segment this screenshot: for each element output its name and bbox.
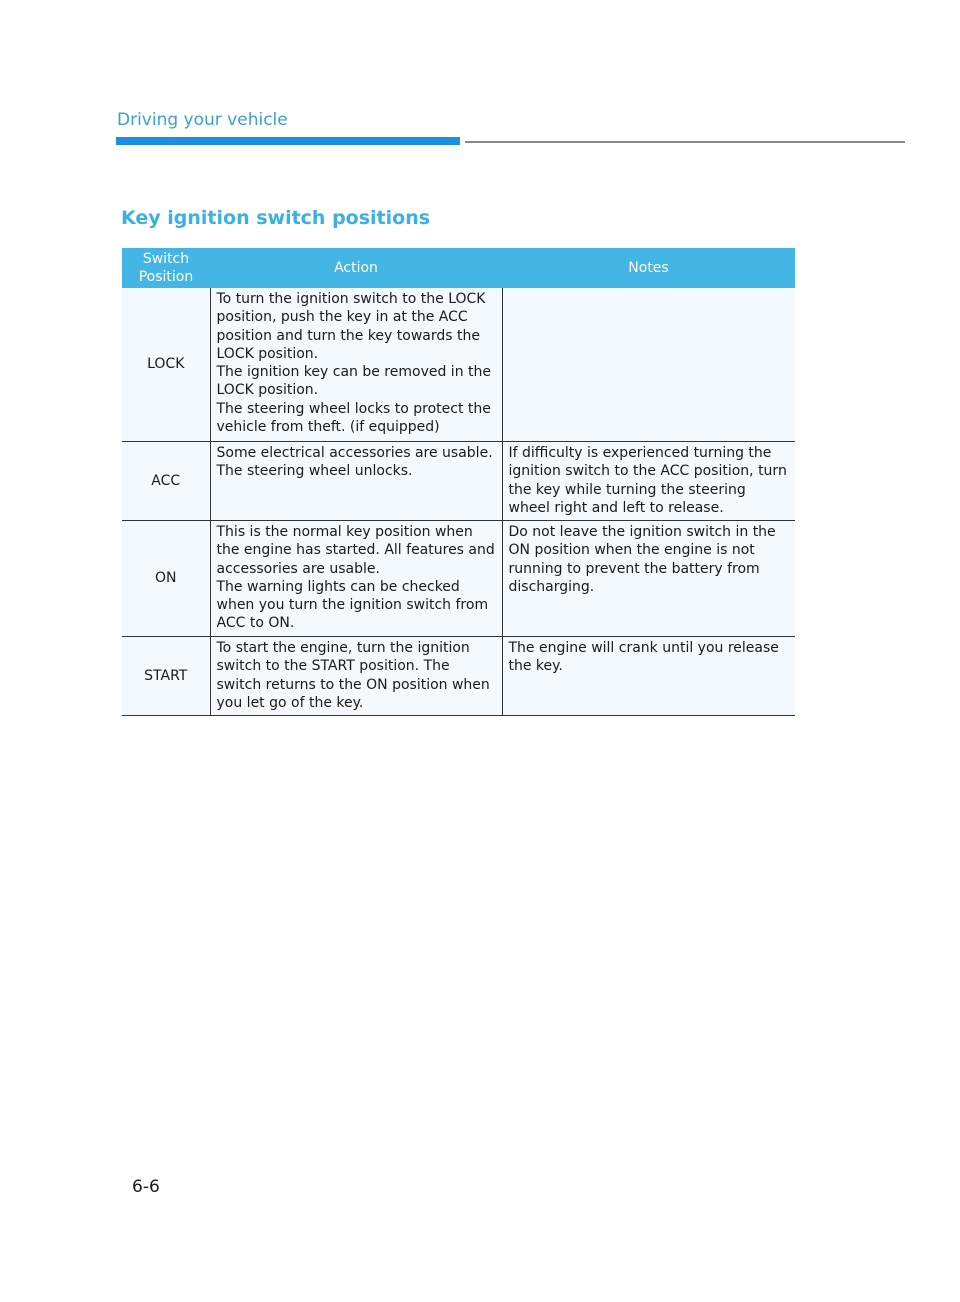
table-row-lock [122,288,795,442]
position-cell: ACC [122,442,210,521]
table-header-row [122,248,795,288]
action-cell: Some electrical accessories are usable. The steering wheel unlocks. [210,442,502,521]
table-row-start [122,637,795,716]
section-title: Driving your vehicle [117,110,288,130]
table-row-acc [122,442,795,521]
table-row-on [122,521,795,637]
column-header-notes: Notes [502,248,795,288]
column-header-switch-position: Switch Position [122,248,210,288]
notes-cell [502,288,795,442]
notes-cell: Do not leave the ignition switch in the ON position when the engine is not running to prevent the battery from discharging. [502,521,795,637]
action-cell: To turn the ignition switch to the LOCK position, push the key in at the ACC position and turn the key towards the LOCK position. The ignition key can be removed in the LOCK position. The steering wheel locks to protect the vehicle from theft. (if equipped) [210,288,502,442]
notes-cell: The engine will crank until you release the key. [502,637,795,716]
page-number: 6-6 [132,1177,160,1197]
header-divider [465,141,905,143]
header-accent-bar [116,137,460,145]
notes-cell: If difficulty is experienced turning the ignition switch to the ACC position, turn the key while turning the steering wheel right and left to release. [502,442,795,521]
position-cell: START [122,637,210,716]
column-header-action: Action [210,248,502,288]
ignition-positions-table [122,248,795,716]
position-cell: LOCK [122,288,210,442]
page-heading: Key ignition switch positions [121,207,431,229]
action-cell: This is the normal key position when the engine has started. All features and accessories are usable. The warning lights can be checked when you turn the ignition switch from ACC to ON. [210,521,502,637]
position-cell: ON [122,521,210,637]
action-cell: To start the engine, turn the ignition switch to the START position. The switch returns to the ON position when you let go of the key. [210,637,502,716]
